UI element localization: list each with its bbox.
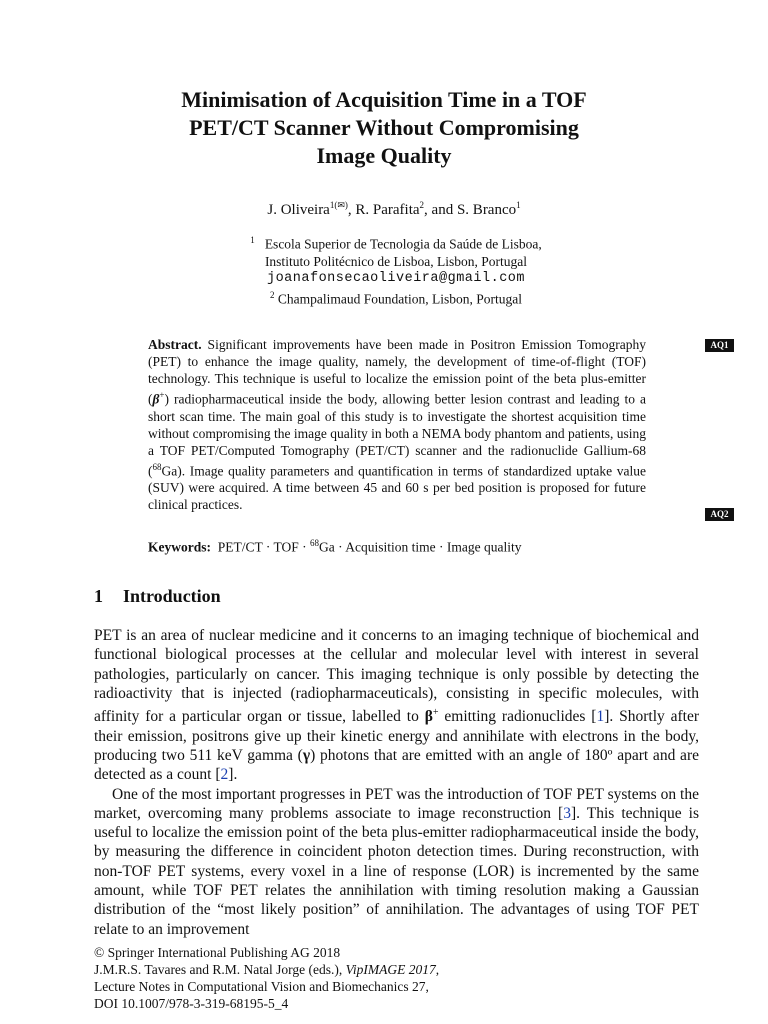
keywords: Keywords: PET/CT · TOF · $^{68}$Ga · Acquisition time · Image quality bbox=[148, 538, 522, 555]
editors-line: J.M.R.S. Tavares and R.M. Natal Jorge (eds.), VipIMAGE 2017, bbox=[94, 962, 440, 977]
title-line-1: Minimisation of Acquisition Time in a TOF bbox=[181, 87, 587, 112]
mail-icon: ✉ bbox=[337, 200, 345, 210]
paragraph-2: One of the most important progresses in PET was the introduction of TOF PET systems on the market, overcoming many problems associate to image reconstruction [3]. This technique is useful to localize the emission point of the beta plus-emitter radiopharmaceutical inside the body, by measuring the difference in coincident photon detection times. During reconstruction, with non-TOF PET systems, every voxel in a line of response (LOR) is incremented by the same amount, while TOF PET relates the annihilation with timing resolution making a Gaussian distribution of the “most likely position” of annihilation. The advantages of using TOF PET relate to an improvement bbox=[94, 785, 699, 938]
copyright-footer bbox=[94, 944, 694, 1012]
author-list: J. Oliveira$^{1(✉)}$, R. Parafita$^2$, and S. Branco$^1$ bbox=[267, 200, 521, 218]
keywords-label: Keywords: bbox=[148, 539, 211, 555]
series-line: Lecture Notes in Computational Vision and Biomechanics 27, bbox=[94, 979, 429, 994]
abstract-label: Abstract. bbox=[148, 337, 202, 352]
author-3: S. Branco bbox=[456, 202, 517, 218]
citation-link[interactable]: 3 bbox=[563, 804, 571, 822]
author-email[interactable]: joanafonsecaoliveira@gmail.com bbox=[266, 270, 526, 286]
copyright-line: © Springer International Publishing AG 2018 bbox=[94, 945, 341, 960]
author-query-tag-aq2[interactable]: AQ2 bbox=[705, 508, 734, 521]
introduction-body bbox=[94, 626, 699, 939]
author-2: R. Parafita bbox=[355, 202, 420, 218]
paper-title bbox=[0, 86, 768, 170]
author-query-tag-aq1[interactable]: AQ1 bbox=[705, 339, 734, 352]
affiliation-2: $^2$ Champalimaud Foundation, Lisbon, Portugal bbox=[270, 289, 522, 306]
section-heading-introduction bbox=[94, 586, 221, 607]
abstract: Abstract. Significant improvements have been made in Positron Emission Tomography (PET) to enhance the image quality, namely, the development of time-of-flight (TOF) technology. This technique is useful to localize the emission point of the beta plus-emitter (β+) radiopharmaceutical inside the body, allowing better lesion contrast and leading to a short scan time. The main goal of this study is to investigate the shortest acquisition time without compromising the image quality in both a NEMA body phantom and patients, using a TOF PET/Computed Tomography (PET/CT) scanner and the radionuclide Gallium-68 ($^{68}$Ga). Image quality parameters and quantification in terms of standardized uptake value (SUV) were acquired. A time between 45 and 60 s per bed position is proposed for future clinical practices. bbox=[148, 337, 646, 512]
title-line-2: PET/CT Scanner Without Compromising bbox=[189, 115, 579, 140]
doi-line: DOI 10.1007/978-3-319-68195-5_4 bbox=[94, 996, 289, 1011]
affiliation-1-line-2: Instituto Politécnico de Lisboa, Lisbon, Portugal bbox=[264, 253, 528, 269]
paragraph-1: PET is an area of nuclear medicine and it concerns to an imaging technique of biochemical and functional biological processes at the cellular and molecular level with interest in several pathologies, particularly on cancer. This imaging technique is only possible by detecting the radioactivity that is injected (radiopharmaceuticals), consisting in specific molecules, with affinity for a particular organ or tissue, labelled to β+ emitting radionuclides [1]. Shortly after their emission, positrons give up their kinetic energy and annihilate with electrons in the body, producing two 511 keV gamma (γ) photons that are emitted with an angle of 180º apart and are detected as a count [2]. bbox=[94, 627, 700, 784]
citation-link[interactable]: 1 bbox=[596, 708, 605, 726]
citation-link[interactable]: 2 bbox=[220, 766, 229, 784]
section-title: Introduction bbox=[123, 586, 221, 606]
author-1: J. Oliveira bbox=[267, 202, 330, 218]
proceedings-title: VipIMAGE 2017 bbox=[345, 962, 436, 977]
title-line-3: Image Quality bbox=[316, 143, 452, 168]
affiliation-1-line-1: $^1$ Escola Superior de Tecnologia da Saúde de Lisboa, bbox=[250, 235, 542, 252]
affiliations bbox=[0, 232, 768, 307]
section-number: 1 bbox=[94, 586, 103, 606]
